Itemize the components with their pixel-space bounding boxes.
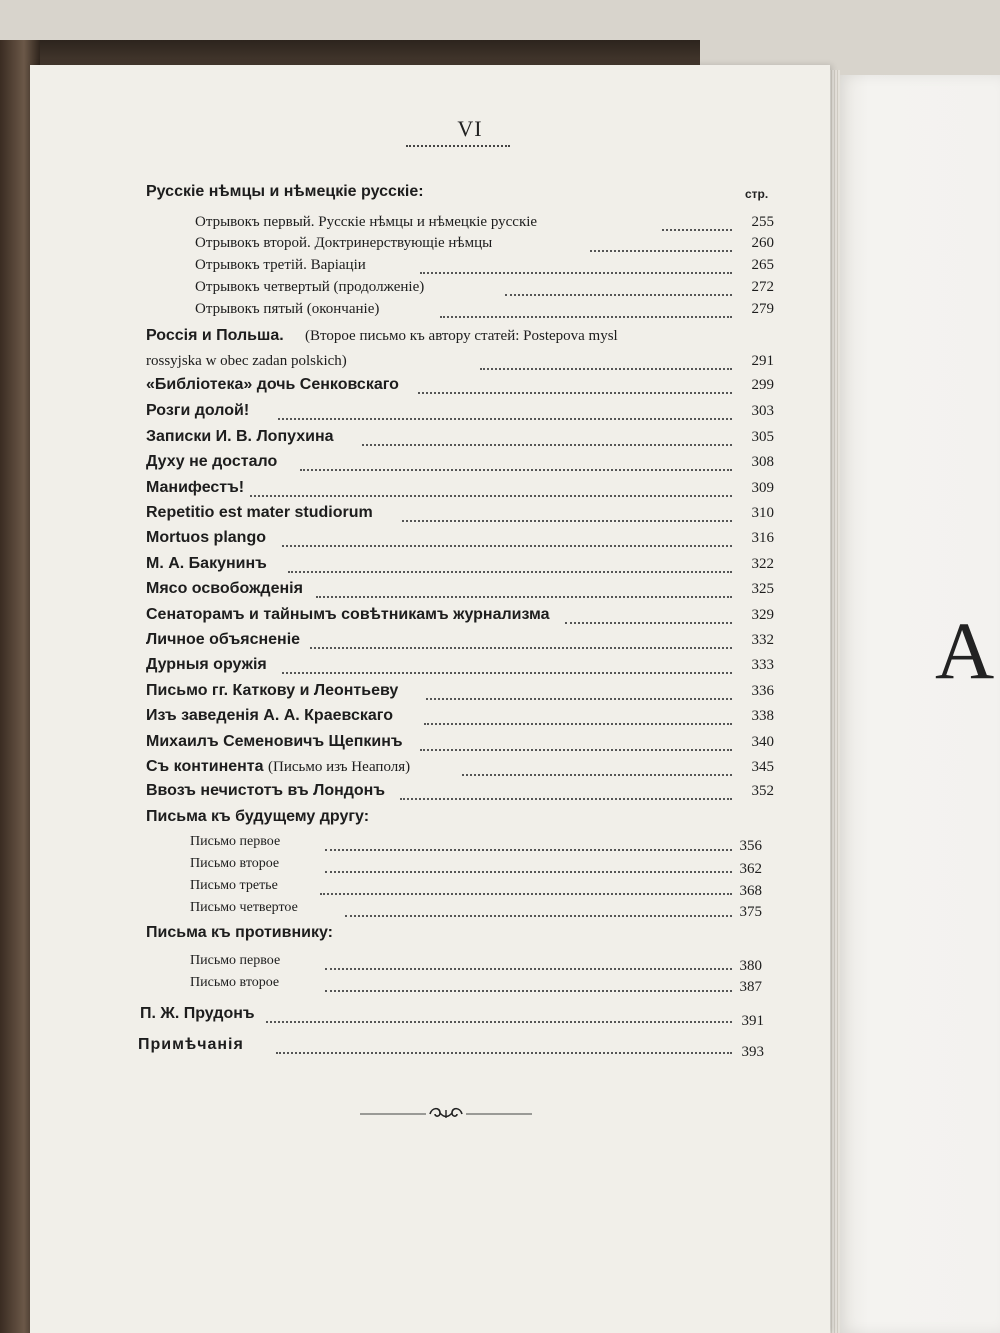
- toc-entry: Мясо освобожденія: [146, 580, 303, 597]
- page-number: 338: [751, 708, 774, 724]
- section-heading: Письма къ будущему другу:: [146, 808, 370, 825]
- dot-leader: [480, 368, 732, 370]
- page-number: 279: [751, 301, 774, 317]
- dot-leader: [565, 622, 732, 624]
- page-number: 305: [751, 429, 774, 445]
- page-number: 356: [739, 838, 762, 854]
- toc-entry: Отрывокъ четвертый (продолженіе): [195, 279, 425, 295]
- page-number: 380: [739, 958, 762, 974]
- toc-entry: М. А. Бакунинъ: [146, 555, 267, 572]
- dot-leader: [662, 229, 732, 231]
- page-number: 375: [739, 904, 762, 920]
- page-column-label: стр.: [745, 187, 769, 201]
- toc-entry: Сенаторамъ и тайнымъ совѣтникамъ журнализма: [146, 606, 550, 623]
- facing-page-initial: А: [935, 605, 995, 696]
- toc-entry: П. Ж. Прудонъ: [140, 1005, 255, 1022]
- toc-entry: Изъ заведенія А. А. Краевскаго: [146, 707, 393, 724]
- toc-entry: Примѣчанія: [138, 1036, 244, 1053]
- page-number: 352: [751, 783, 774, 799]
- dot-leader: [590, 250, 732, 252]
- toc-entry: Розги долой!: [146, 402, 250, 419]
- toc-entry: Духу не достало: [146, 453, 278, 470]
- page-number: 329: [751, 607, 774, 623]
- toc-entry: Отрывокъ пятый (окончаніе): [195, 301, 380, 317]
- toc-entry: Письмо второе: [190, 975, 280, 990]
- toc-entry: Личное объясненіе: [146, 631, 301, 648]
- page-number: 336: [751, 683, 774, 699]
- page-number: 391: [741, 1013, 764, 1029]
- dot-leader: [282, 545, 732, 547]
- toc-entry-title: Россія и Польша.: [146, 327, 284, 344]
- page-number: 345: [751, 759, 774, 775]
- page-number: 255: [751, 214, 774, 230]
- dot-leader: [362, 444, 732, 446]
- toc-entry: Отрывокъ первый. Русскіе нѣмцы и нѣмецкіе русскіе: [195, 214, 538, 230]
- dot-leader: [310, 647, 732, 649]
- dot-leader: [462, 774, 732, 776]
- toc-entry: Дурныя оружія: [146, 656, 267, 673]
- dot-leader: [420, 272, 732, 274]
- page-number: 265: [751, 257, 774, 273]
- page-number: 309: [751, 480, 774, 496]
- page-number: 303: [751, 403, 774, 419]
- toc-entry: Письмо первое: [190, 834, 281, 849]
- ornament-divider-icon: [360, 1104, 532, 1124]
- dot-leader: [300, 469, 732, 471]
- page-number: 332: [751, 632, 774, 648]
- page-folio: VI: [457, 116, 483, 141]
- toc-entry: Mortuos plango: [146, 529, 266, 546]
- dot-leader: [345, 915, 732, 917]
- dot-leader: [320, 893, 732, 895]
- dot-leader: [250, 495, 732, 497]
- dot-leader: [424, 723, 732, 725]
- dot-leader: [420, 749, 732, 751]
- toc-entry: Отрывокъ второй. Доктринерствующіе нѣмцы: [195, 235, 493, 251]
- dot-leader: [276, 1052, 732, 1054]
- page-number: 368: [739, 883, 762, 899]
- page-number: 362: [739, 861, 762, 877]
- page-number: 308: [751, 454, 774, 470]
- toc-entry: Письмо гг. Каткову и Леонтьеву: [146, 682, 399, 699]
- toc-entry: Письмо третье: [190, 878, 278, 893]
- dot-leader: [426, 698, 732, 700]
- page-number: 299: [751, 377, 774, 393]
- dot-leader: [278, 418, 732, 420]
- dot-leader: [325, 990, 732, 992]
- page-number: 333: [751, 657, 774, 673]
- dot-leader: [325, 871, 732, 873]
- toc-entry: Михаилъ Семеновичъ Щепкинъ: [146, 733, 403, 750]
- toc-entry: Письмо второе: [190, 856, 280, 871]
- dot-leader: [288, 571, 732, 573]
- toc-entry: Отрывокъ третій. Варіаціи: [195, 257, 366, 273]
- toc-entry-subtitle: (Письмо изъ Неаполя): [268, 759, 411, 775]
- page-number: 387: [739, 979, 762, 995]
- page-number: 393: [741, 1044, 764, 1060]
- dot-leader: [440, 316, 732, 318]
- page-number: 291: [751, 353, 774, 369]
- dot-leader: [418, 392, 732, 394]
- page-number: 260: [751, 235, 774, 251]
- toc-entry-subtitle: (Второе письмо къ автору статей: Postepova mysl: [305, 328, 618, 344]
- facing-page: [835, 75, 1000, 1333]
- page-number: 272: [751, 279, 774, 295]
- section-heading: Письма къ противнику:: [146, 924, 333, 941]
- dot-leader: [325, 849, 732, 851]
- page-number: 310: [751, 505, 774, 521]
- dot-leader: [402, 520, 732, 522]
- page-number: 325: [751, 581, 774, 597]
- dot-leader: [505, 294, 732, 296]
- toc-entry: Письмо первое: [190, 953, 281, 968]
- page-number: 316: [751, 530, 774, 546]
- toc-entry: Ввозъ нечистотъ въ Лондонъ: [146, 782, 386, 799]
- toc-entry: «Библіотека» дочь Сенковскаго: [146, 376, 399, 393]
- folio-rule: [406, 145, 510, 147]
- toc-entry: Письмо четвертое: [190, 900, 298, 915]
- section-heading: Русскіе нѣмцы и нѣмецкіе русскіе:: [146, 183, 424, 200]
- dot-leader: [266, 1021, 732, 1023]
- dot-leader: [400, 798, 732, 800]
- toc-entry-subtitle: rossyjska w obec zadan polskich): [146, 353, 347, 369]
- page-number: 340: [751, 734, 774, 750]
- dot-leader: [282, 672, 732, 674]
- toc-entry-title: Съ континента: [146, 758, 264, 775]
- toc-entry: Манифестъ!: [146, 479, 245, 496]
- toc-entry: Repetitio est mater studiorum: [146, 504, 373, 521]
- dot-leader: [325, 968, 732, 970]
- dot-leader: [316, 596, 732, 598]
- page-number: 322: [751, 556, 774, 572]
- toc-entry: Записки И. В. Лопухина: [146, 428, 334, 445]
